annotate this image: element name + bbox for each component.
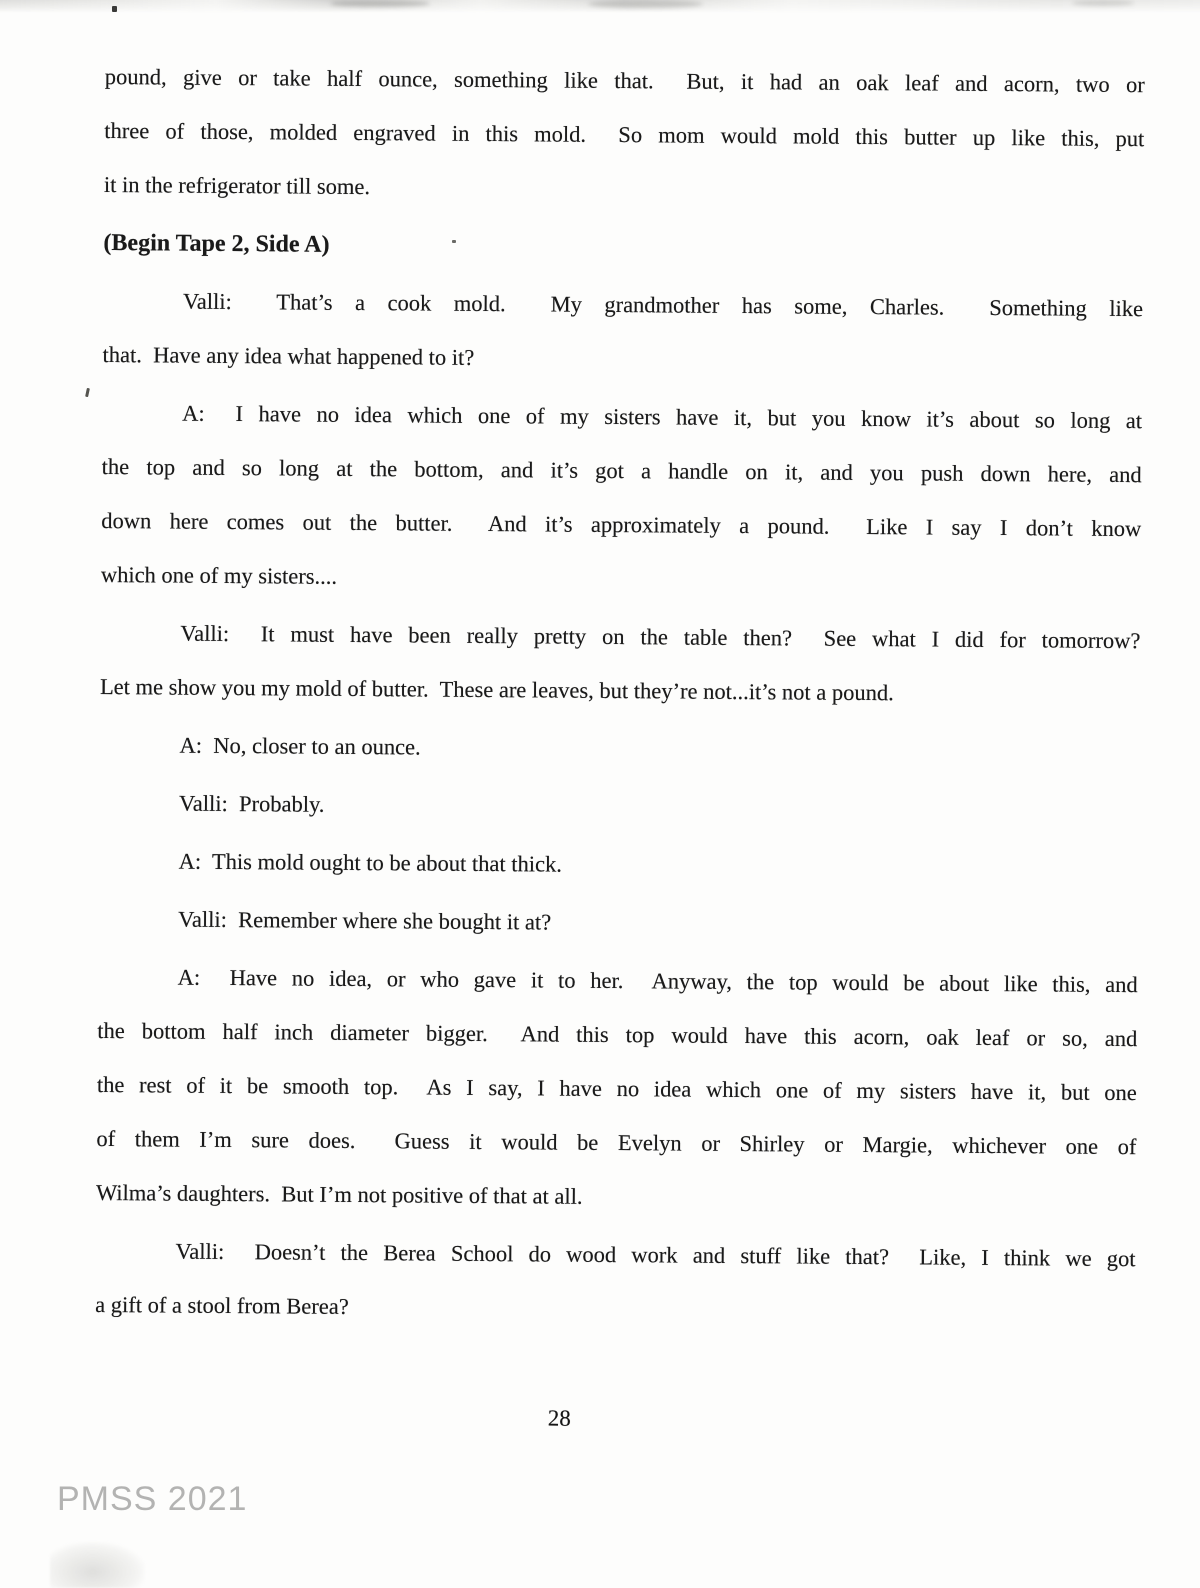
transcript-line: A: No, closer to an ounce. — [179, 732, 421, 760]
transcript-line: A: Have no idea, or who gave it to her. Anyway, the top would be about like this, and — [177, 964, 1138, 998]
transcript-line: Valli: Doesn’t the Berea School do wood work and stuff like that? Like, I think we got — [175, 1238, 1136, 1272]
transcript-line: Wilma’s daughters. But I’m not positive of that at all. — [95, 1179, 583, 1209]
page-number: 28 — [547, 1405, 571, 1431]
transcript-line: a gift of a stool from Berea? — [95, 1291, 349, 1319]
transcript-line: Valli: That’s a cook mold. My grandmother has some, Charles. Something like — [182, 288, 1144, 322]
transcript-line: three of those, molded engraved in this mold. So mom would mold this butter up like this, put — [104, 117, 1145, 152]
transcript-line: Valli: Remember where she bought it at? — [178, 906, 552, 935]
transcript-line: Let me show you my mold of butter. These are leaves, but they’re not...it’s not a pound. — [99, 673, 894, 706]
scan-blob — [50, 1542, 145, 1588]
transcript-line: the rest of it be smooth top. As I say, I have no idea which one of my sisters have it, but one — [96, 1071, 1137, 1106]
transcript-line: Valli: Probably. — [178, 790, 325, 817]
transcript-line: it in the refrigerator till some. — [103, 171, 371, 200]
transcript-line: that. Have any idea what happened to it? — [102, 341, 475, 370]
transcript-line: A: I have no idea which one of my sisters have it, but you know it’s about so long at — [182, 400, 1143, 434]
transcript-line: the top and so long at the bottom, and it’s got a handle on it, and you push down here, and — [101, 453, 1142, 488]
transcript-lines — [95, 50, 1145, 1340]
tape-heading: (Begin Tape 2, Side A) — [103, 229, 330, 258]
watermark-text: PMSS 2021 — [57, 1480, 248, 1518]
transcript — [95, 50, 1145, 1431]
scan-smudge — [588, 0, 703, 8]
scan-smudge — [1072, 0, 1134, 6]
transcript-line: of them I’m sure does. Guess it would be Evelyn or Shirley or Margie, whichever one of — [96, 1125, 1137, 1160]
transcript-line: the bottom half inch diameter bigger. And this top would have this acorn, oak leaf or so, and — [97, 1017, 1138, 1052]
scan-speck — [85, 388, 90, 397]
transcript-line: Valli: It must have been really pretty on the table then? See what I did for tomorrow? — [180, 620, 1141, 654]
transcript-line: down here comes out the butter. And it’s approximately a pound. Like I say I don’t know — [101, 507, 1142, 542]
transcript-line: A: This mold ought to be about that thick. — [178, 848, 563, 877]
scan-speck — [112, 6, 117, 12]
transcript-line: pound, give or take half ounce, something like that. But, it had an oak leaf and acorn, two or — [104, 63, 1145, 98]
transcript-line: which one of my sisters.... — [100, 561, 338, 589]
scan-smudge — [330, 0, 430, 7]
